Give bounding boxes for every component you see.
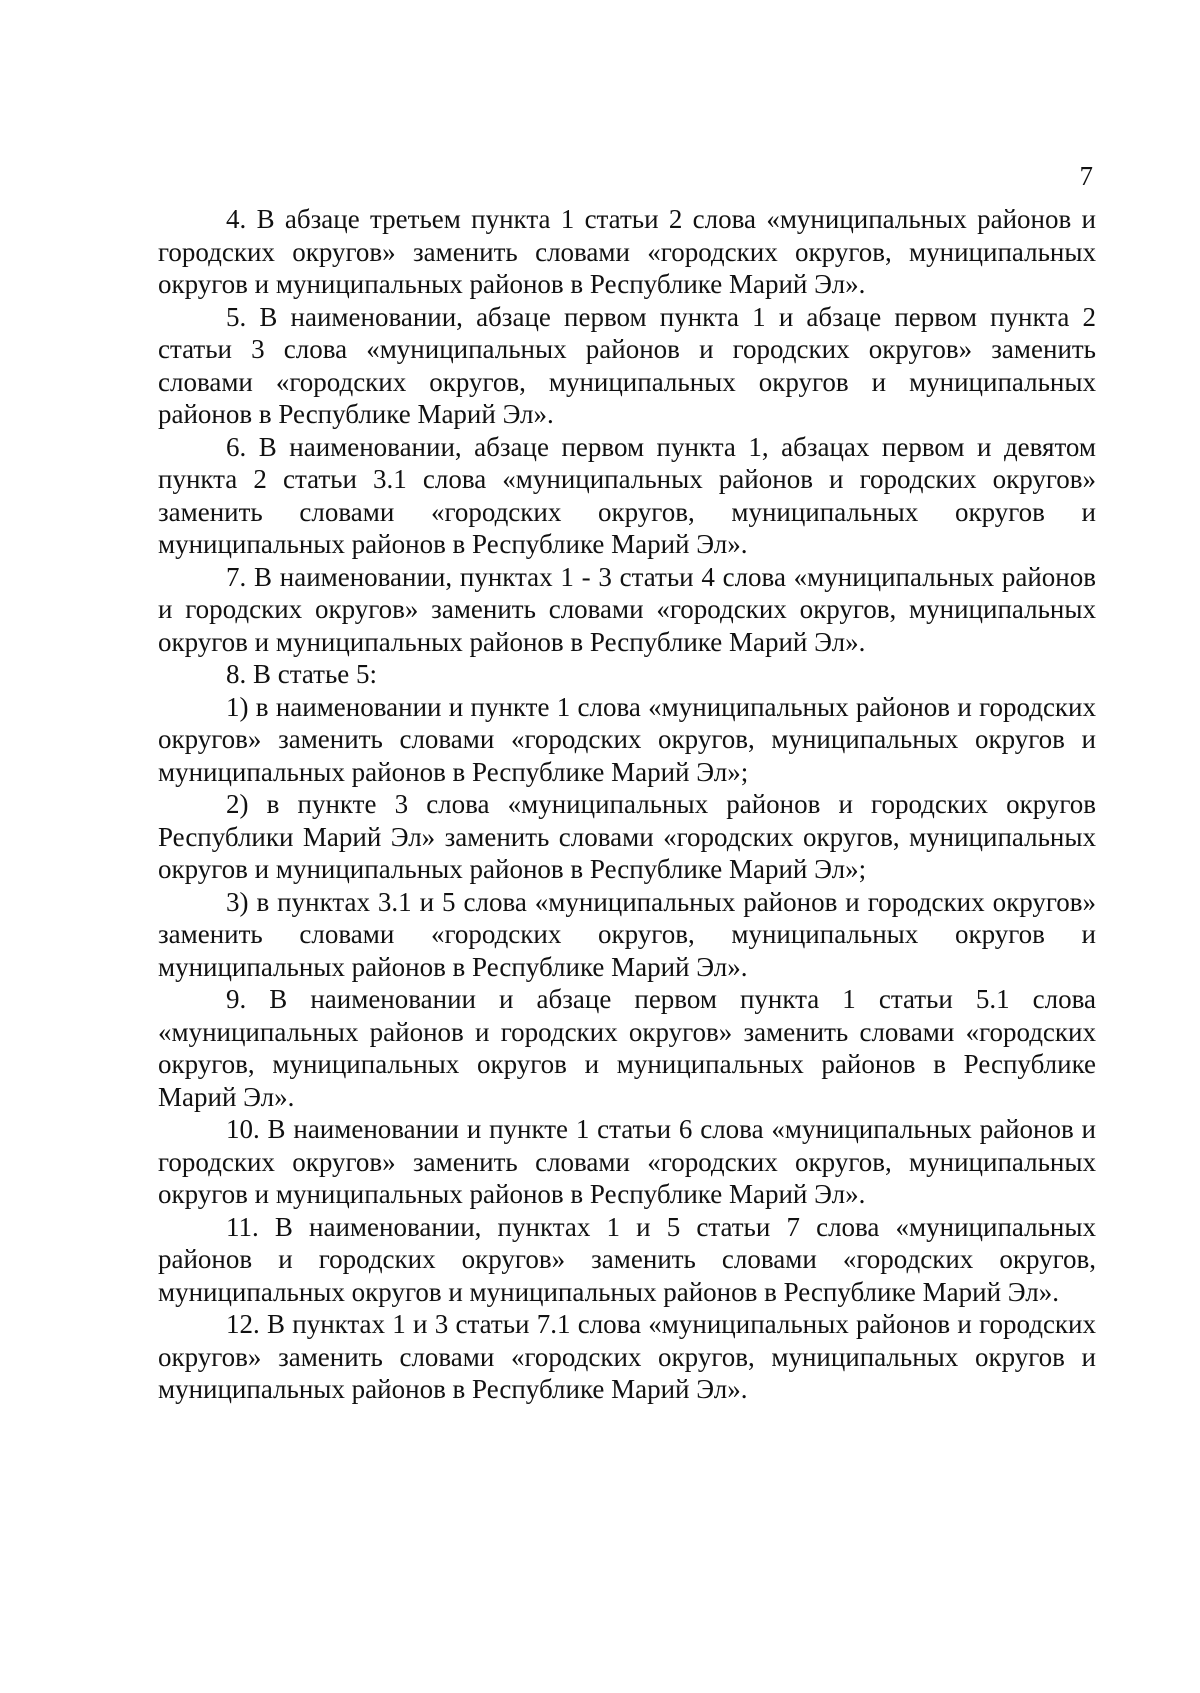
document-body xyxy=(158,203,1096,1406)
page-number: 7 xyxy=(1079,161,1093,191)
subitem-8-2: 2) в пункте 3 слова «муниципальных районов и городских округов Республики Марий Эл» заменить словами «городских округов, муниципальных округов и муниципальных районов в Республике Марий Эл»; xyxy=(158,789,1096,884)
subitem-8-1: 1) в наименовании и пункте 1 слова «муниципальных районов и городских округов» заменить словами «городских округов, муниципальных округов и муниципальных районов в Республике Марий Эл»; xyxy=(158,691,1096,787)
paragraph-item-9: 9. В наименовании и абзаце первом пункта 1 статьи 5.1 слова «муниципальных районов и городских округов» заменить словами «городских округов, муниципальных округов и муниципальных районов в Республике Марий Эл». xyxy=(158,984,1096,1112)
item-8-subitems xyxy=(158,691,1096,984)
paragraph-item-6: 6. В наименовании, абзаце первом пункта 1, абзацах первом и девятом пункта 2 статьи 3.1 слова «муниципальных районов и городских округов» заменить словами «городских округов, муниципальных округов и муниципальных районов в Республике Марий Эл». xyxy=(158,431,1096,559)
subitem-8-3: 3) в пунктах 3.1 и 5 слова «муниципальных районов и городских округов» заменить словами «городских округов, муниципальных округов и муниципальных районов в Республике Марий Эл». xyxy=(158,886,1096,982)
paragraph-item-4: 4. В абзаце третьем пункта 1 статьи 2 слова «муниципальных районов и городских округов» заменить словами «городских округов, муниципальных округов и муниципальных районов в Республике Марий Эл». xyxy=(158,204,1096,299)
paragraph-item-12: 12. В пунктах 1 и 3 статьи 7.1 слова «муниципальных районов и городских округов» заменить словами «городских округов, муниципальных округов и муниципальных районов в Республике Марий Эл». xyxy=(158,1309,1096,1404)
paragraph-item-11: 11. В наименовании, пунктах 1 и 5 статьи 7 слова «муниципальных районов и городских округов» заменить словами «городских округов, муниципальных округов и муниципальных районов в Республике Марий Эл». xyxy=(158,1211,1096,1307)
paragraph-item-8: 8. В статье 5: xyxy=(226,659,378,689)
paragraph-item-7: 7. В наименовании, пунктах 1 - 3 статьи 4 слова «муниципальных районов и городских округов» заменить словами «городских округов, муниципальных округов и муниципальных районов в Республике Марий Эл». xyxy=(158,561,1096,657)
paragraph-item-10: 10. В наименовании и пункте 1 статьи 6 слова «муниципальных районов и городских округов» заменить словами «городских округов, муниципальных округов и муниципальных районов в Республике Марий Эл». xyxy=(158,1114,1096,1209)
paragraph-item-5: 5. В наименовании, абзаце первом пункта 1 и абзаце первом пункта 2 статьи 3 слова «муниципальных районов и городских округов» заменить словами «городских округов, муниципальных округов и муниципальных районов в Республике Марий Эл». xyxy=(158,301,1096,429)
